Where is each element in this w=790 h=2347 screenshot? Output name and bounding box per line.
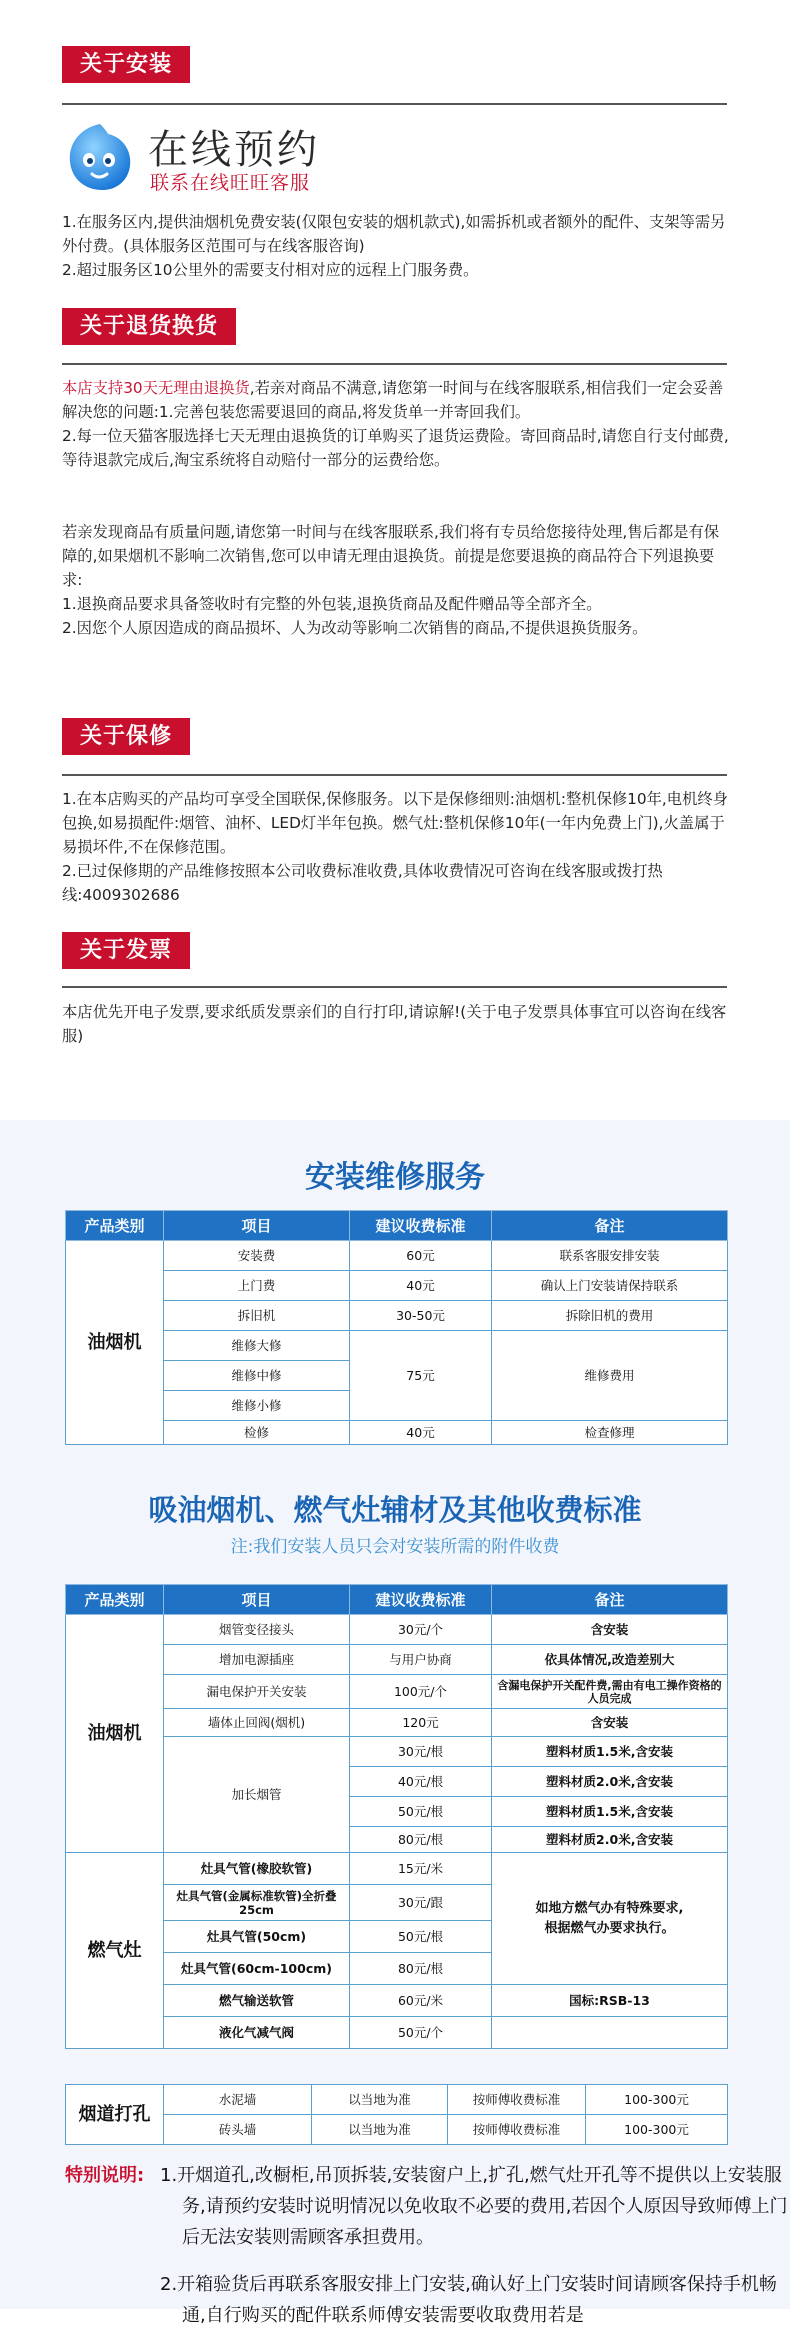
service-table bbox=[65, 1210, 728, 1445]
returns-p2: 2.每一位天猫客服选择七天无理由退换货的订单购买了退货运费险。寄回商品时,请您自行支付邮费,等待退款完成后,淘宝系统将自动赔付一部分的运费给您。 bbox=[62, 427, 729, 469]
note-cell: 按师傅收费标准 bbox=[448, 2085, 586, 2115]
item-cell: 灶具气管(50cm) bbox=[164, 1921, 350, 1953]
table-row bbox=[66, 2017, 728, 2049]
item-cell: 灶具气管(金属标准软管)全折叠25cm bbox=[164, 1885, 350, 1921]
item-cell: 燃气输送软管 bbox=[164, 1985, 350, 2017]
returns-p3: 若亲发现商品有质量问题,请您第一时间与在线客服联系,我们将有专员给您接待处理,售后都是有保障的,如果烟机不影响二次销售,您可以申请无理由退换货。前提是您要退换的商品符合下列退换要求: bbox=[62, 523, 720, 589]
range-cell: 100-300元 bbox=[586, 2085, 728, 2115]
table-row bbox=[66, 2085, 728, 2115]
price-cell: 15元/米 bbox=[350, 1853, 492, 1885]
item-cell: 维修小修 bbox=[164, 1391, 350, 1421]
table-row bbox=[66, 1241, 728, 1271]
table-row bbox=[66, 1271, 728, 1301]
item-cell: 安装费 bbox=[164, 1241, 350, 1271]
table-row bbox=[66, 2115, 728, 2145]
table-row bbox=[66, 1331, 728, 1361]
divider bbox=[62, 103, 727, 105]
note-cell: 联系客服安排安装 bbox=[492, 1241, 728, 1271]
category-cell: 燃气灶 bbox=[66, 1853, 164, 2049]
returns-p1-rest: ,若亲对商品不满意,请您第一时间与在线客服联系,相信我们一定会妥善解决您的问题:1.完善包装您需要退回的商品,将发货单一并寄回我们。 bbox=[62, 379, 724, 421]
note-cell: 维修费用 bbox=[492, 1331, 728, 1421]
item-cell: 烟管变径接头 bbox=[164, 1615, 350, 1645]
price-cell: 50元/根 bbox=[350, 1797, 492, 1827]
note-cell: 塑料材质1.5米,含安装 bbox=[492, 1737, 728, 1767]
returns-p5: 2.因您个人原因造成的商品损坏、人为改动等影响二次销售的商品,不提供退换货服务。 bbox=[62, 619, 648, 637]
returns-p4: 1.退换商品要求具备签收时有完整的外包装,退换货商品及配件赠品等全部齐全。 bbox=[62, 595, 602, 613]
item-cell: 增加电源插座 bbox=[164, 1645, 350, 1675]
table-row bbox=[66, 1985, 728, 2017]
note-cell bbox=[492, 2017, 728, 2049]
col-header: 建议收费标准 bbox=[350, 1211, 492, 1241]
table-row bbox=[66, 1615, 728, 1645]
note-cell: 拆除旧机的费用 bbox=[492, 1301, 728, 1331]
table-row bbox=[66, 1737, 728, 1767]
service-title: 安装维修服务 bbox=[305, 1160, 485, 1195]
divider bbox=[62, 986, 727, 988]
category-cell: 烟道打孔 bbox=[66, 2085, 164, 2145]
price-cell: 30元/跟 bbox=[350, 1885, 492, 1921]
table-header-row bbox=[66, 1585, 728, 1615]
invoice-p1: 本店优先开电子发票,要求纸质发票亲们的自行打印,请谅解!(关于电子发票具体事宜可以咨询在线客服) bbox=[62, 1003, 727, 1045]
chat-subtitle[interactable]: 联系在线旺旺客服 bbox=[150, 172, 311, 194]
table-row bbox=[66, 1421, 728, 1445]
category-cell: 油烟机 bbox=[66, 1615, 164, 1853]
install-heading: 关于安装 bbox=[62, 46, 190, 83]
invoice-text bbox=[62, 1000, 732, 1048]
item-cell: 液化气减气阀 bbox=[164, 2017, 350, 2049]
price-cell: 以当地为准 bbox=[312, 2115, 448, 2145]
col-header: 建议收费标准 bbox=[350, 1585, 492, 1615]
col-header: 产品类别 bbox=[66, 1585, 164, 1615]
col-header: 备注 bbox=[492, 1585, 728, 1615]
invoice-heading: 关于发票 bbox=[62, 932, 190, 969]
install-line-2: 2.超过服务区10公里外的需要支付相对应的远程上门服务费。 bbox=[62, 261, 479, 279]
note-cell: 按师傅收费标准 bbox=[448, 2115, 586, 2145]
category-cell: 油烟机 bbox=[66, 1241, 164, 1445]
note-cell: 如地方燃气办有特殊要求,根据燃气办要求执行。 bbox=[492, 1853, 728, 1985]
fee-table bbox=[65, 1584, 728, 2049]
item-cell: 加长烟管 bbox=[164, 1737, 350, 1853]
item-cell: 灶具气管(60cm-100cm) bbox=[164, 1953, 350, 1985]
table-row bbox=[66, 1301, 728, 1331]
table-row bbox=[66, 1709, 728, 1737]
warranty-heading: 关于保修 bbox=[62, 718, 190, 755]
special-item-1: 1.开烟道孔,改橱柜,吊顶拆装,安装窗户上,扩孔,燃气灶开孔等不提供以上安装服务,请预约安装时说明情况以免收取不必要的费用,若因个人原因导致师傅上门后无法安装则需顾客承担费用。 bbox=[160, 2165, 788, 2248]
table-row bbox=[66, 1645, 728, 1675]
special-item-2: 2.开箱验货后再联系客服安排上门安装,确认好上门安装时间请顾客保持手机畅通,自行购买的配件联系师傅安装需要收取费用若是 bbox=[160, 2274, 777, 2326]
price-cell: 60元 bbox=[350, 1241, 492, 1271]
price-cell: 40元 bbox=[350, 1421, 492, 1445]
note-cell: 塑料材质1.5米,含安装 bbox=[492, 1797, 728, 1827]
divider bbox=[62, 774, 727, 776]
price-cell: 40元/根 bbox=[350, 1767, 492, 1797]
chat-title[interactable]: 在线预约 bbox=[148, 127, 320, 173]
price-cell: 50元/个 bbox=[350, 2017, 492, 2049]
install-line-1: 1.在服务区内,提供油烟机免费安装(仅限包安装的烟机款式),如需拆机或者额外的配件、支架等需另外付费。(具体服务区范围可与在线客服咨询) bbox=[62, 213, 726, 255]
table-row bbox=[66, 1853, 728, 1885]
col-header: 备注 bbox=[492, 1211, 728, 1241]
note-cell: 含安装 bbox=[492, 1615, 728, 1645]
note-cell: 国标:RSB-13 bbox=[492, 1985, 728, 2017]
item-cell: 拆旧机 bbox=[164, 1301, 350, 1331]
flue-table bbox=[65, 2084, 728, 2145]
note-cell: 确认上门安装请保持联系 bbox=[492, 1271, 728, 1301]
note-cell: 含安装 bbox=[492, 1709, 728, 1737]
note-cell: 塑料材质2.0米,含安装 bbox=[492, 1827, 728, 1853]
item-cell: 上门费 bbox=[164, 1271, 350, 1301]
returns-text bbox=[62, 376, 732, 472]
col-header: 项目 bbox=[164, 1585, 350, 1615]
price-cell: 30元/根 bbox=[350, 1737, 492, 1767]
price-cell: 60元/米 bbox=[350, 1985, 492, 2017]
price-cell: 50元/根 bbox=[350, 1921, 492, 1953]
item-cell: 维修大修 bbox=[164, 1331, 350, 1361]
price-cell: 40元 bbox=[350, 1271, 492, 1301]
col-header: 项目 bbox=[164, 1211, 350, 1241]
note-cell: 检查修理 bbox=[492, 1421, 728, 1445]
price-cell: 120元 bbox=[350, 1709, 492, 1737]
price-cell: 以当地为准 bbox=[312, 2085, 448, 2115]
item-cell: 灶具气管(橡胶软管) bbox=[164, 1853, 350, 1885]
returns-p1 bbox=[62, 376, 732, 424]
item-cell: 维修中修 bbox=[164, 1361, 350, 1391]
col-header: 产品类别 bbox=[66, 1211, 164, 1241]
fee-title: 吸油烟机、燃气灶辅材及其他收费标准 bbox=[148, 1493, 642, 1527]
item-cell: 墙体止回阀(烟机) bbox=[164, 1709, 350, 1737]
note-cell: 依具体情况,改造差别大 bbox=[492, 1645, 728, 1675]
table-header-row bbox=[66, 1211, 728, 1241]
warranty-p1: 1.在本店购买的产品均可享受全国联保,保修服务。以下是保修细则:油烟机:整机保修10年,电机终身包换,如易损配件:烟管、油杯、LED灯半年包换。燃气灶:整机保修10年(一年内免费上门),火盖属于易损坏件,不在保修范围。 bbox=[62, 790, 728, 856]
price-cell: 30-50元 bbox=[350, 1301, 492, 1331]
price-cell: 100元/个 bbox=[350, 1675, 492, 1709]
divider bbox=[62, 363, 727, 365]
returns-heading: 关于退货换货 bbox=[62, 308, 236, 345]
note-cell: 塑料材质2.0米,含安装 bbox=[492, 1767, 728, 1797]
returns-text-2 bbox=[62, 520, 732, 640]
returns-highlight: 本店支持30天无理由退换货 bbox=[62, 379, 250, 397]
fee-note: 注:我们安装人员只会对安装所需的附件收费 bbox=[230, 1537, 560, 1557]
price-cell: 30元/个 bbox=[350, 1615, 492, 1645]
price-cell: 75元 bbox=[350, 1331, 492, 1421]
price-cell: 与用户协商 bbox=[350, 1645, 492, 1675]
item-cell: 水泥墙 bbox=[164, 2085, 312, 2115]
range-cell: 100-300元 bbox=[586, 2115, 728, 2145]
item-cell: 检修 bbox=[164, 1421, 350, 1445]
special-label: 特别说明: bbox=[65, 2165, 145, 2186]
item-cell: 砖头墙 bbox=[164, 2115, 312, 2145]
item-cell: 漏电保护开关安装 bbox=[164, 1675, 350, 1709]
install-text bbox=[62, 210, 732, 282]
warranty-p2: 2.已过保修期的产品维修按照本公司收费标准收费,具体收费情况可咨询在线客服或拨打热线:4009302686 bbox=[62, 862, 663, 904]
note-cell: 含漏电保护开关配件费,需由有电工操作资格的人员完成 bbox=[492, 1675, 728, 1709]
price-cell: 80元/根 bbox=[350, 1953, 492, 1985]
chat-drop-icon[interactable] bbox=[62, 118, 138, 194]
table-row bbox=[66, 1675, 728, 1709]
warranty-text bbox=[62, 787, 732, 907]
price-cell: 80元/根 bbox=[350, 1827, 492, 1853]
